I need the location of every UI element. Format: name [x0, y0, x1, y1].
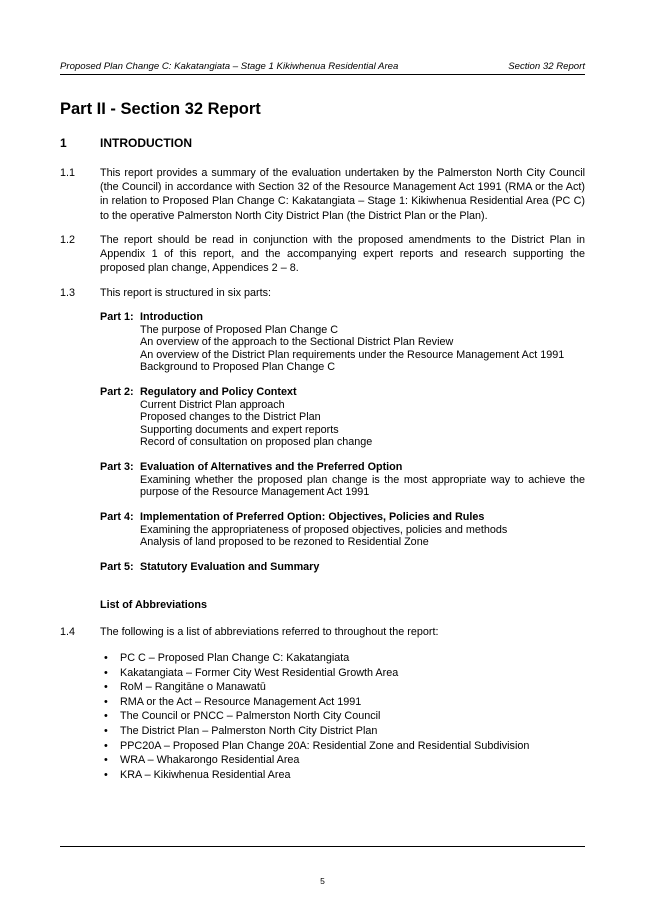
paragraph-number: 1.1 [60, 167, 76, 179]
bullet-icon: • [104, 739, 108, 752]
header-report-name: Section 32 Report [508, 61, 585, 72]
paragraph-number: 1.2 [60, 234, 76, 246]
footer-rule [60, 846, 585, 847]
report-part-3 [100, 461, 585, 499]
bullet-icon: • [104, 768, 108, 781]
bullet-icon: • [104, 695, 108, 708]
part-line: Examining the appropriateness of proposed objectives, policies and methods [140, 523, 508, 536]
paragraph-1-1 [60, 166, 585, 223]
paragraph-text: This report is structured in six parts: [100, 287, 272, 299]
part-title: Evaluation of Alternatives and the Preferred Option [140, 461, 403, 473]
page-header [60, 61, 585, 72]
paragraph-1-3 [60, 286, 585, 300]
part-line: Analysis of land proposed to be rezoned to Residential Zone [140, 536, 429, 549]
part-line: Examining whether the proposed plan change is the most appropriate way to achieve the purpose of the Resource Management Act 1991 [140, 473, 585, 499]
bullet-icon: • [104, 666, 108, 679]
report-part-1 [100, 311, 585, 374]
part-label: Part 5: [100, 561, 134, 573]
bullet-icon: • [104, 681, 108, 694]
bullet-icon: • [104, 652, 108, 664]
paragraph-number: 1.3 [60, 287, 76, 299]
bullet-icon: • [104, 710, 108, 723]
part-label: Part 1: [100, 311, 134, 323]
part-line: Background to Proposed Plan Change C [140, 361, 336, 374]
part-line: An overview of the approach to the Sectional District Plan Review [140, 336, 454, 349]
paragraph-number: 1.4 [60, 626, 76, 638]
paragraph-text: The report should be read in conjunction with the proposed amendments to the District Plan in Appendix 1 of this report, and the accompanying expert reports and research supporting the proposed plan change, Appendices 2 – 8. [100, 234, 585, 275]
header-rule [60, 74, 585, 75]
section-title: INTRODUCTION [100, 136, 192, 150]
bullet-icon: • [104, 754, 108, 767]
part-title: Regulatory and Policy Context [140, 386, 297, 398]
report-part-5 [100, 561, 585, 574]
page-title: Part II - Section 32 Report [60, 100, 261, 118]
part-label: Part 4: [100, 511, 134, 523]
part-title: Implementation of Preferred Option: Objectives, Policies and Rules [140, 511, 485, 523]
page-number: 5 [320, 876, 325, 886]
section-number: 1 [60, 136, 67, 150]
part-title: Introduction [140, 311, 203, 323]
bullet-icon: • [104, 724, 108, 737]
paragraph-1-4 [60, 625, 585, 639]
part-label: Part 3: [100, 461, 134, 473]
part-line: An overview of the District Plan requirements under the Resource Management Act 1991 [140, 348, 565, 361]
abbreviations-heading: List of Abbreviations [100, 599, 207, 611]
part-line: Proposed changes to the District Plan [140, 411, 321, 424]
part-label: Part 2: [100, 386, 134, 398]
paragraph-text: This report provides a summary of the evaluation undertaken by the Palmerston North City Council (the Council) in accordance with Section 32 of the Resource Management Act 1991 (RMA or the Act) in relation to Proposed Plan Change C: Kakatangiata – Stage 1: Kikiwhenua Residential Area (PC C) to the operative Palmerston North City District Plan (the District Plan or the Plan). [100, 167, 585, 222]
part-line: The purpose of Proposed Plan Change C [140, 323, 339, 336]
paragraph-text: The following is a list of abbreviations referred to throughout the report: [100, 626, 439, 638]
part-title: Statutory Evaluation and Summary [140, 561, 320, 573]
header-document-title: Proposed Plan Change C: Kakatangiata – Stage 1 Kikiwhenua Residential Area [60, 61, 399, 72]
paragraph-1-2 [60, 233, 585, 276]
report-part-4 [100, 511, 585, 549]
part-line: Record of consultation on proposed plan change [140, 436, 373, 449]
report-part-2 [100, 386, 585, 449]
part-line: Current District Plan approach [140, 398, 285, 411]
part-line: Supporting documents and expert reports [140, 423, 339, 436]
